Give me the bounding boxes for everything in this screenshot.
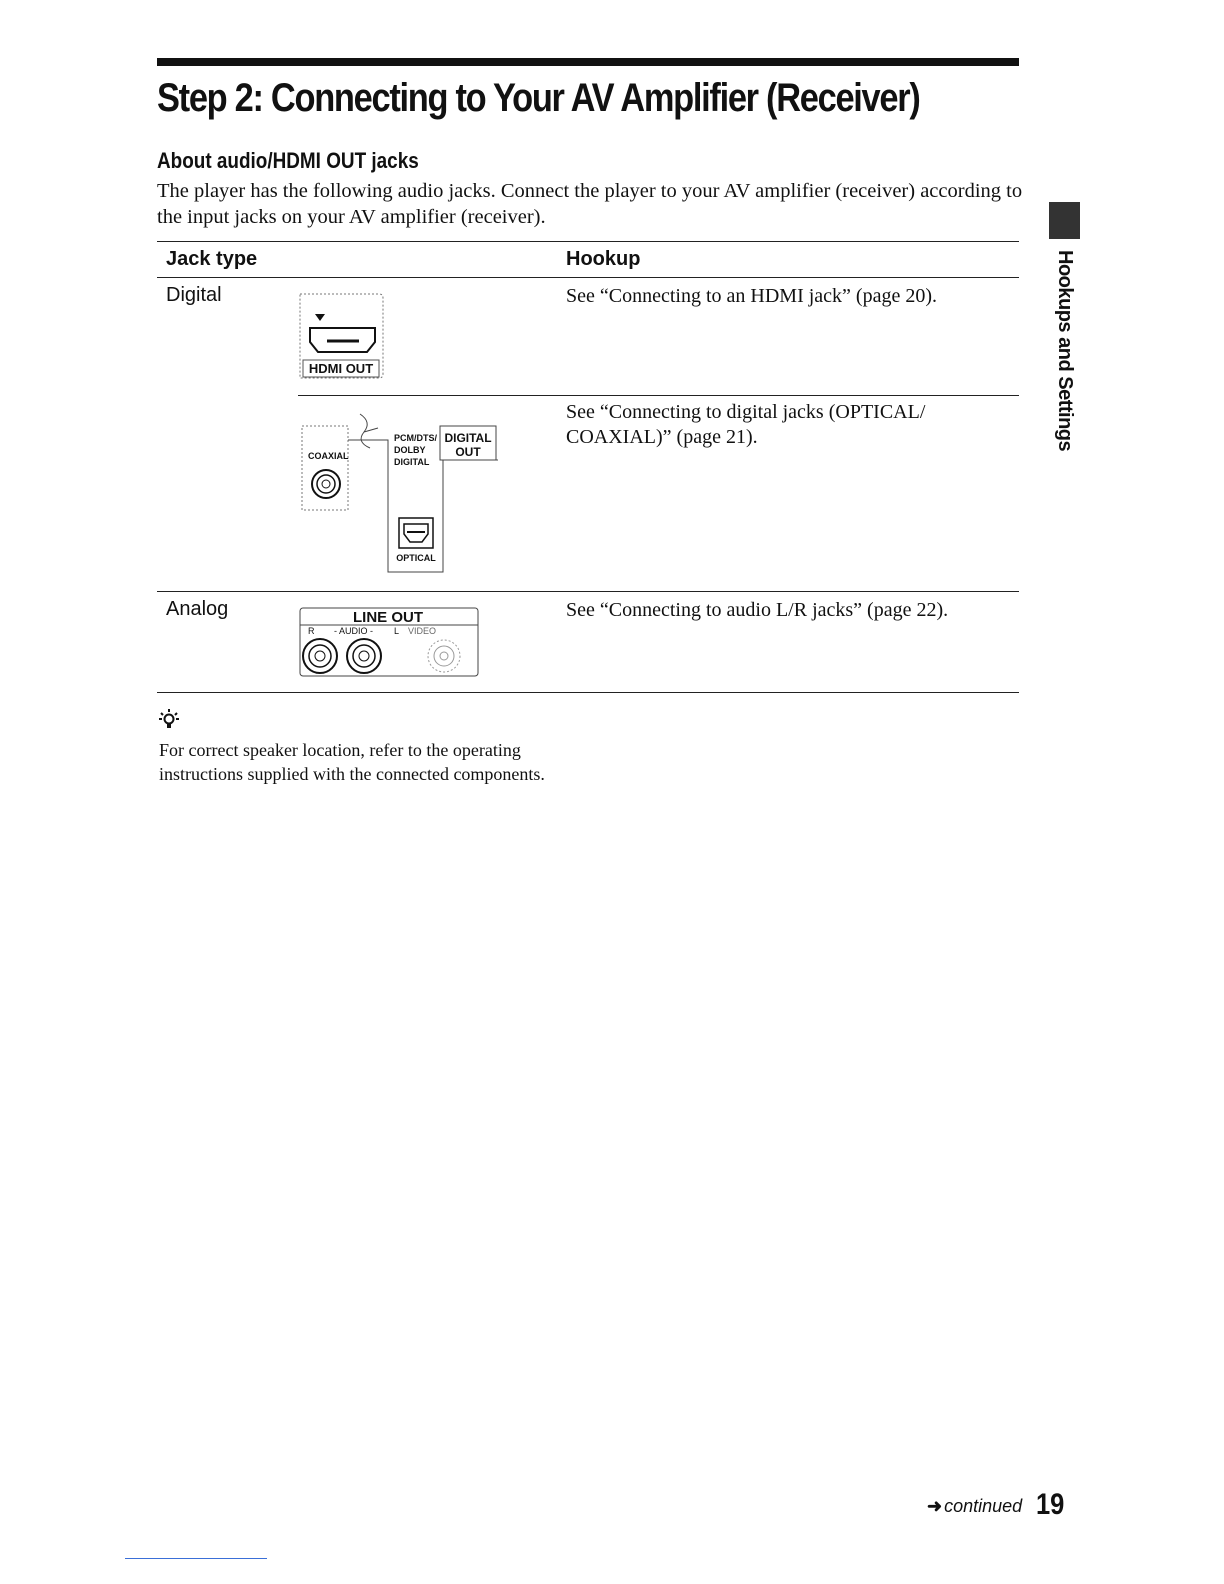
intro-paragraph: The player has the following audio jacks. Connect the player to your AV amplifier (receiver) according to the input jacks on your AV amplifier (receiver). [157,180,1023,228]
pcm-label-line2: DOLBY [394,445,426,455]
video-label: VIDEO [408,626,437,636]
continued-indicator [927,1494,1022,1518]
audio-l-label: L [394,626,400,636]
line-out-diagram [298,604,483,680]
continued-label: continued [944,1496,1023,1516]
arrow-right-icon: ➜ [927,1496,943,1516]
side-tab-label: Hookups and Settings [1054,250,1076,452]
page-number: 19 [1036,1488,1065,1521]
hookup-hdmi: See “Connecting to an HDMI jack” (page 20). [566,285,937,307]
audio-r-jack-icon [303,639,337,673]
jack-type-header: Jack type [166,248,258,270]
bottom-edge-line [125,1558,267,1559]
hdmi-out-diagram [295,290,390,380]
audio-label: - AUDIO - [334,626,374,636]
hookup-analog: See “Connecting to audio L/R jacks” (page 22). [566,599,949,621]
row-divider [157,591,1019,592]
section-heading: About audio/HDMI OUT jacks [157,148,419,173]
hookup-header: Hookup [566,248,641,270]
row-divider [298,395,1019,396]
side-tab-marker [1049,202,1080,239]
table-bottom-rule [157,692,1019,693]
hookup-digital: See “Connecting to digital jacks (OPTICAL/ COAXIAL)” (page 21). [566,401,926,448]
tip-lightbulb-icon [158,708,180,736]
page-title: Step 2: Connecting to Your AV Amplifier (Receiver) [157,76,920,120]
audio-r-label: R [308,626,315,636]
video-jack-icon [428,640,460,672]
coaxial-label: COAXIAL [308,451,349,461]
triangle-marker-icon [315,314,325,321]
digital-out-label-line1: DIGITAL [444,431,492,445]
pcm-label-line1: PCM/DTS/ [394,433,438,443]
digital-out-diagram [298,410,503,578]
jack-type-analog: Analog [166,598,229,620]
hdmi-out-label: HDMI OUT [308,361,374,376]
tip-text: For correct speaker location, refer to the operating instructions supplied with the connected components. [159,740,545,784]
table-header-rule [157,277,1019,278]
table-top-rule [157,241,1019,242]
line-out-label: LINE OUT [353,609,423,626]
optical-label: OPTICAL [396,553,436,563]
optical-jack-icon [399,518,433,548]
jack-type-digital: Digital [166,284,222,306]
digital-out-label-line2: OUT [455,445,481,459]
pcm-label-line3: DIGITAL [394,457,430,467]
audio-l-jack-icon [347,639,381,673]
coaxial-jack-icon [312,470,340,498]
title-rule [157,58,1019,66]
